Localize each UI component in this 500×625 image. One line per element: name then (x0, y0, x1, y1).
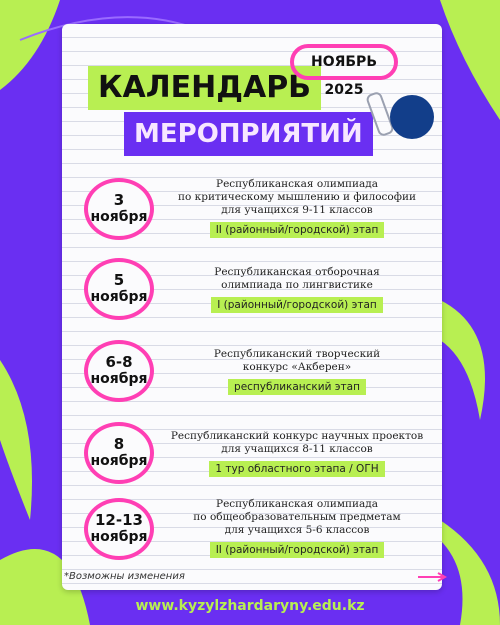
month-badge: НОЯБРЬ 2025 (290, 44, 398, 80)
website-link[interactable]: www.kyzylzhardaryny.edu.kz (135, 598, 365, 614)
event-date-month: ноября (90, 529, 148, 545)
event-stage: республиканский этап (228, 379, 366, 395)
event-date-month: ноября (90, 209, 148, 225)
page-title-line1: КАЛЕНДАРЬ (88, 66, 321, 110)
event-title: Республиканский творческий конкурс «Акберен» (213, 348, 381, 373)
event-title: Республиканский конкурс научных проектов для учащихся 8-11 классов (170, 430, 424, 455)
event-title: Республиканская отборочная олимпиада по лингвистике (214, 266, 380, 291)
page-title-line2: МЕРОПРИЯТИЙ (124, 112, 373, 156)
event-date-month: ноября (90, 371, 148, 387)
event-date-day: 6-8 (105, 353, 133, 371)
event-date (84, 498, 154, 560)
event-stage: 1 тур областного этапа / ОГН (209, 461, 384, 477)
event-date (84, 178, 154, 240)
event-stage: I (районный/городской) этап (211, 297, 383, 313)
logo-seal-icon (390, 95, 434, 139)
event-date-month: ноября (90, 289, 148, 305)
event-date-day: 8 (113, 435, 125, 453)
event-date-day: 12-13 (95, 511, 143, 529)
event-date (84, 258, 154, 320)
event-title: Республиканская олимпиада по критическому мышлению и философии для учащихся 9-11 классов (178, 178, 416, 216)
event-date (84, 340, 154, 402)
arrow-right-icon (418, 572, 448, 582)
event-stage: II (районный/городской) этап (210, 222, 385, 238)
changes-note: *Возможны изменения (64, 571, 185, 582)
event-date-day: 3 (113, 191, 125, 209)
event-date (84, 422, 154, 484)
event-date-month: ноября (90, 453, 148, 469)
event-stage: II (районный/городской) этап (210, 542, 385, 558)
event-date-day: 5 (113, 271, 125, 289)
event-title: Республиканская олимпиада по общеобразовательным предметам для учащихся 5-6 классов (193, 498, 401, 536)
